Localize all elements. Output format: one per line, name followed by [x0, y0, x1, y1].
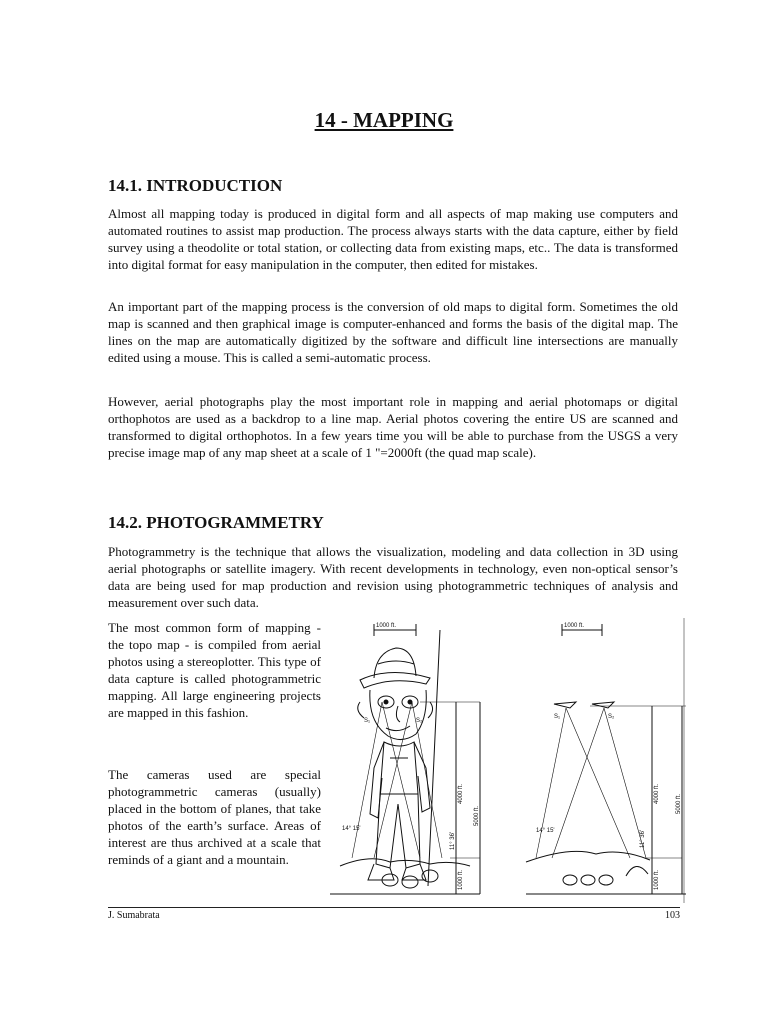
left-top-dim-label: 1000 ft.	[376, 623, 397, 629]
intro-paragraph-3: However, aerial photographs play the most important role in mapping and aerial photomaps or digital orthophotos are used as a backdrop to a line map. Aerial photos covering the entire US are scanned and transformed to digital orthophotos. In a few years time you will be able to purchase from the USGS a very precise image map of any map sheet at a scale of 1 "=2000ft (the quad map scale).	[108, 394, 678, 460]
plane-s2	[592, 702, 614, 708]
section-heading-photogrammetry: 14.2. PHOTOGRAMMETRY	[108, 513, 324, 532]
photogrammetry-side-paragraph-2: The cameras used are special photogrammetric cameras (usually) placed in the bottom of planes, that take photos of the earth’s surface. Areas of interest are thus archived at a scale that reminds of a giant and a mountain.	[108, 767, 321, 867]
left-h2-label: 5000 ft.	[474, 805, 480, 826]
right-h2-label: 5000 ft.	[676, 793, 682, 814]
giant-torso	[380, 742, 418, 794]
right-top-dim-label: 1000 ft.	[564, 623, 585, 629]
photogrammetry-illustration	[330, 618, 686, 903]
chapter-title: 14 - MAPPING	[314, 108, 454, 132]
left-angle2-label: 11° 36'	[450, 831, 456, 850]
right-angle-label: 14° 15'	[536, 828, 555, 834]
giant-hat-brim	[360, 672, 430, 688]
giant-staff	[428, 630, 440, 886]
footer-author: J. Sumabrata	[108, 910, 160, 921]
photogrammetry-side-paragraph-1: The most common form of mapping - the topo map - is compiled from aerial photos using a stereoplotter. This type of data capture is called photogrammetric mapping. All large engineering projects are mapped in this fashion.	[108, 620, 321, 720]
intro-paragraph-2: An important part of the mapping process is the conversion of old maps to digital form. Sometimes the old map is scanned and then graphical image is computer-enhanced and forms the basis of the digital map. The lines on the map are automatically digitized by the software and difficult line intersections are manually edited using a mouse. This is called a semi-automatic process.	[108, 299, 678, 365]
photogrammetry-paragraph-1: Photogrammetry is the technique that allows the visualization, modeling and data collection in 3D using aerial photographs or satellite imagery. With recent developments in technology, even non-optical sensor’s data are being used for map production and revision using photogrammetric techniques of analysis and measurement over such data.	[108, 544, 678, 610]
right-h3-label: 1000 ft.	[654, 869, 660, 890]
mountain	[626, 866, 648, 876]
left-angle-label: 14° 15'	[342, 826, 361, 832]
footer-divider	[108, 907, 680, 908]
plane-s1	[554, 702, 576, 708]
right-s2-label: S₂	[608, 714, 615, 720]
right-ground	[526, 851, 650, 862]
section-heading-introduction: 14.1. INTRODUCTION	[108, 176, 283, 195]
left-s1-label: S₁	[364, 718, 371, 724]
left-h3-label: 1000 ft.	[458, 869, 464, 890]
right-s1-label: S₁	[554, 714, 561, 720]
right-h1-label: 4000 ft.	[654, 783, 660, 804]
page-number: 103	[665, 910, 680, 921]
left-s2-label: S₂	[416, 718, 423, 724]
giant-and-mountain-figure	[330, 618, 686, 903]
intro-paragraph-1: Almost all mapping today is produced in digital form and all aspects of map making use computers and automated routines to assist map production. The process always starts with the data capture, either by field survey using a theodolite or total station, or collecting data from existing maps, etc.. The data is transformed into digital format for easy manipulation in the computer, then edited for mistakes.	[108, 206, 678, 272]
left-h1-label: 4000 ft.	[458, 783, 464, 804]
right-angle2-label: 11° 36'	[640, 829, 646, 848]
